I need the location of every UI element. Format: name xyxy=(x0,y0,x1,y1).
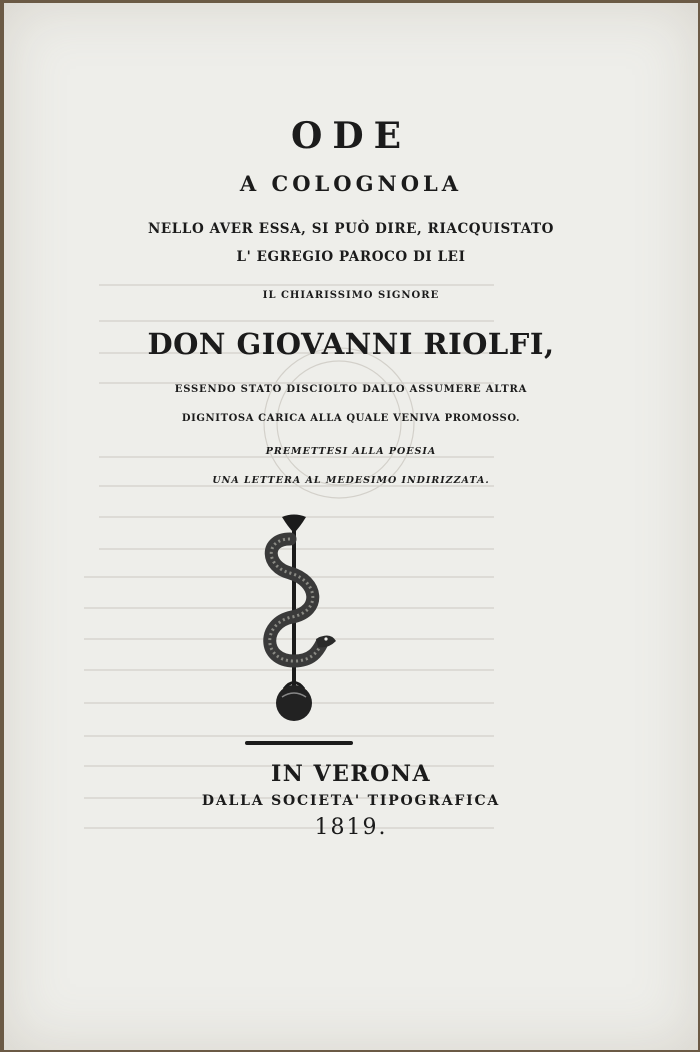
page-subtitle: A COLOGNOLA xyxy=(239,171,463,196)
show-through-texture xyxy=(4,3,698,1050)
occasion-line-2: DIGNITOSA CARICA ALLA QUALE VENIVA PROMOSSO. xyxy=(181,413,521,424)
dedication-line-2: L' EGREGIO PAROCO DI LEI xyxy=(236,249,466,265)
title-page xyxy=(4,3,698,1050)
separator-rule xyxy=(245,741,353,745)
occasion-line-1: ESSENDO STATO DISCIOLTO DALLO ASSUMERE ALTRA xyxy=(174,384,528,395)
imprint-place: IN VERONA xyxy=(270,761,432,787)
dedication-line-1: NELLO AVER ESSA, SI PUÒ DIRE, RIACQUISTATO xyxy=(147,221,555,237)
dedication-line-3: IL CHIARISSIMO SIGNORE xyxy=(262,290,440,301)
serpent-arrow-icon xyxy=(252,511,342,726)
page-title: ODE xyxy=(290,115,412,157)
honoree-name: DON GIOVANNI RIOLFI, xyxy=(147,327,555,361)
preface-line-1: PREMETTESI ALLA POESIA xyxy=(265,446,437,457)
preface-line-2: UNA LETTERA AL MEDESIMO INDIRIZZATA. xyxy=(212,475,490,486)
imprint-printer: DALLA SOCIETA' TIPOGRAFICA xyxy=(201,793,501,809)
imprint-year: 1819. xyxy=(314,815,388,840)
